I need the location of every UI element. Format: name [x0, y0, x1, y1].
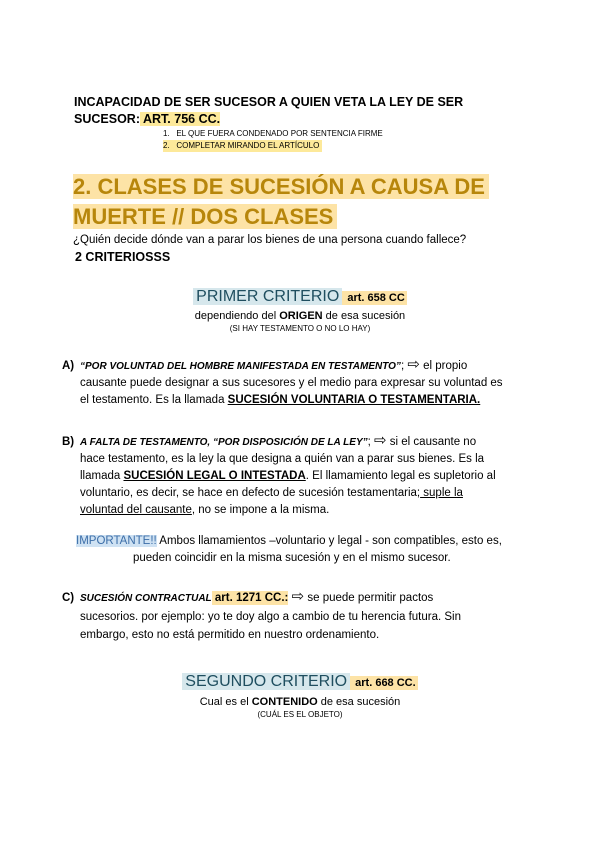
item-b-line4	[62, 485, 542, 502]
subtitle-text: de esa sucesión	[322, 310, 406, 322]
list-item	[163, 140, 322, 152]
subtitle-bold: ORIGEN	[279, 310, 323, 322]
subtitle-text: de esa sucesión	[317, 696, 401, 708]
section-title-line2: MUERTE // DOS CLASES	[73, 204, 337, 229]
important-note	[76, 533, 556, 567]
item-c-line2: sucesorios. por ejemplo: yo te doy algo a cambio de tu herencia futura. Sin	[80, 611, 461, 623]
section-title	[73, 172, 489, 232]
item-c-label: C)	[62, 592, 75, 604]
item-a-line1: el propio	[419, 360, 468, 372]
item-b-line3	[62, 468, 542, 485]
incapacity-list	[163, 128, 383, 152]
subtitle-text: dependiendo del	[194, 310, 280, 322]
important-line2: pueden coincidir en la misma sucesión y en el mismo sucesor.	[133, 552, 451, 564]
incapacity-heading-line2	[74, 111, 463, 128]
item-b-text: voluntario, es decir, se hace en defecto de sucesión testamentaria;	[80, 487, 421, 499]
subtitle-text: Cual es el	[199, 696, 252, 708]
item-a-punct: ;	[400, 360, 405, 372]
arrow-right-icon: ⇨	[291, 587, 305, 605]
item-b-line2: hace testamento, es la ley la que designa a quién van a parar sus bienes. Es la	[80, 453, 485, 465]
article-ref-668: art. 668 CC.	[352, 677, 416, 689]
article-ref-658: art. 658 CC	[344, 292, 405, 304]
item-b-title: A FALTA DE TESTAMENTO, “POR DISPOSICIÓN DE LA LEY”	[80, 437, 368, 448]
item-a-label: A)	[62, 360, 75, 372]
item-b-underlined: suple la	[420, 487, 463, 499]
primer-criterio	[0, 287, 600, 335]
item-b-label: B)	[62, 436, 75, 448]
item-a-text: el testamento. Es la llamada	[80, 394, 228, 406]
item-a	[62, 356, 542, 409]
incapacity-heading-prefix: SUCESOR:	[74, 112, 140, 126]
item-a-line3	[62, 392, 542, 409]
section-title-line1: 2. CLASES DE SUCESIÓN A CAUSA DE	[73, 174, 489, 199]
item-b-line1: si el causante no	[386, 436, 477, 448]
item-b-emphasis: SUCESIÓN LEGAL O INTESTADA	[123, 470, 306, 482]
list-number: 2.	[163, 141, 170, 150]
segundo-criterio	[0, 672, 600, 721]
important-tag: IMPORTANTE!!	[76, 535, 157, 547]
important-line1: Ambos llamamientos –voluntario y legal - son compatibles, esto es,	[156, 535, 502, 547]
incapacity-heading-line1: INCAPACIDAD DE SER SUCESOR A QUIEN VETA LA LEY DE SER	[74, 95, 464, 109]
list-text: COMPLETAR MIRANDO EL ARTÍCULO	[176, 141, 320, 150]
article-ref-756: ART. 756 CC.	[139, 112, 221, 126]
list-number: 1.	[163, 129, 170, 138]
subtitle-bold: CONTENIDO	[251, 696, 318, 708]
item-b-text: , no se impone a la misma.	[191, 504, 330, 516]
primer-criterio-subtitle	[0, 309, 600, 323]
primer-criterio-title: PRIMER CRITERIO	[193, 288, 342, 305]
primer-criterio-note: (SI HAY TESTAMENTO O NO LO HAY)	[229, 324, 371, 333]
item-b-line5	[62, 502, 542, 519]
item-c	[62, 587, 542, 644]
arrow-right-icon: ⇨	[407, 355, 420, 373]
segundo-criterio-subtitle	[0, 695, 600, 709]
section-question: ¿Quién decide dónde van a parar los bienes de una persona cuando fallece?	[73, 234, 467, 246]
item-b-text: llamada	[80, 470, 124, 482]
item-b-underlined: voluntad del causante	[80, 504, 192, 516]
item-a-emphasis: SUCESIÓN VOLUNTARIA O TESTAMENTARIA.	[227, 394, 481, 406]
segundo-criterio-note: (CUÁL ES EL OBJETO)	[257, 710, 343, 719]
item-b-punct: ;	[367, 436, 371, 448]
incapacity-heading	[74, 94, 463, 128]
segundo-criterio-title: SEGUNDO CRITERIO	[182, 673, 350, 690]
item-b-text: . El llamamiento legal es supletorio al	[305, 470, 496, 482]
item-c-line3: embargo, esto no está permitido en nuestro ordenamiento.	[80, 629, 380, 641]
criteria-count: 2 CRITERIOSSS	[75, 250, 171, 264]
item-a-line2: causante puede designar a sus sucesores y el medio para expresar su voluntad es	[80, 377, 503, 389]
item-c-line1: se puede permitir pactos	[304, 592, 434, 604]
article-ref-1271: art. 1271 CC.:	[211, 592, 289, 604]
list-text: EL QUE FUERA CONDENADO POR SENTENCIA FIRME	[176, 129, 383, 138]
item-c-title: SUCESIÓN CONTRACTUAL	[80, 593, 212, 604]
arrow-right-icon: ⇨	[374, 431, 387, 449]
item-a-title: “POR VOLUNTAD DEL HOMBRE MANIFESTADA EN TESTAMENTO”	[80, 361, 401, 372]
list-item	[163, 128, 383, 140]
item-b	[62, 432, 542, 519]
